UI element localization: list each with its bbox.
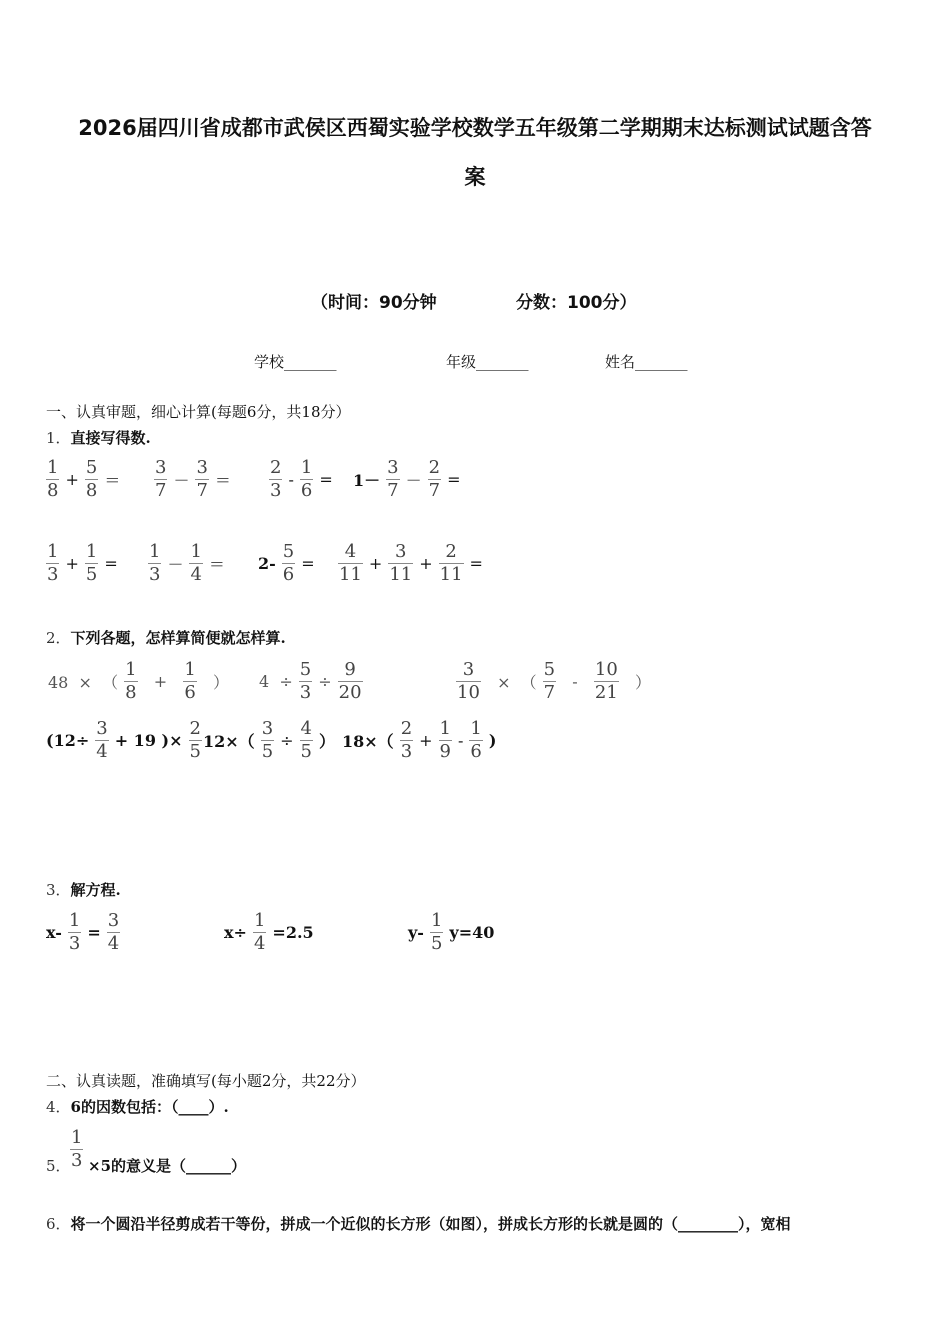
numerator: 3 [261,718,274,739]
expression [265,457,333,502]
numerator: 4 [300,718,312,739]
operator: 1－ [353,471,381,490]
numerator: 3 [196,457,208,478]
denominator: 7 [543,682,556,703]
question-1 [46,427,151,448]
operator: ） [319,732,336,751]
fraction [107,910,120,955]
fraction [594,659,619,704]
fraction [189,541,202,586]
fraction [299,659,312,704]
numerator: 1 [85,541,98,562]
denominator: 7 [387,480,399,501]
expression [334,541,483,586]
denominator: 5 [261,741,274,762]
denominator: 7 [196,480,208,501]
denominator: 3 [47,564,59,585]
fraction [195,457,208,502]
exam-score: 分数：100分） [516,293,637,313]
operator: － [405,471,422,490]
question-6 [46,1213,791,1234]
numerator: 1 [71,1127,83,1148]
fraction [148,541,161,586]
numerator: 4 [344,541,357,562]
question-number: 2． [46,629,71,647]
denominator: 5 [85,564,98,585]
equation [408,910,494,955]
fraction [338,659,363,704]
fraction [85,457,98,502]
fraction [439,541,464,586]
expression [259,659,367,704]
operator: 4 ÷ [259,672,293,691]
numerator: 2 [400,718,413,739]
question-2 [46,627,286,648]
operator: ＝ [104,471,121,490]
numerator: 3 [155,457,167,478]
operator: + [419,554,433,573]
operator: - [458,731,464,750]
operator: y- [408,923,424,942]
numerator: 10 [594,659,618,680]
operator: x÷ [224,923,247,942]
numerator: 3 [387,457,399,478]
document-title-line1: 2026届四川省成都市武侯区西蜀实验学校数学五年级第二学期期末达标测试试题含答 [78,116,872,140]
denominator: 7 [155,480,167,501]
denominator: 5 [430,933,443,954]
fraction [439,718,452,763]
operator: = [319,470,333,489]
fraction [543,659,556,704]
operator: + [368,554,383,573]
operator: y=40 [449,923,495,942]
question-number: 4． [46,1098,71,1116]
fraction [386,457,399,502]
numerator: 1 [47,457,59,478]
question-4 [46,1096,229,1117]
denominator: 6 [184,682,196,703]
numerator: 2 [270,457,282,478]
numerator: 3 [462,659,475,680]
fraction [95,718,108,763]
numerator: 5 [299,659,312,680]
numerator: 1 [430,910,443,931]
operator: = [87,923,101,942]
denominator: 8 [125,682,137,703]
grade-field: 年级_______ [446,353,529,371]
denominator: 7 [428,480,441,501]
operator: × （ [486,673,537,692]
expression [48,659,229,704]
expression [42,541,118,586]
fraction [183,659,196,704]
numerator: 3 [107,910,120,931]
operator: - [562,672,588,691]
operator: ÷ [318,672,332,691]
denominator: 3 [149,564,161,585]
expression [203,718,335,763]
question-text: 直接写得数. [70,429,151,447]
denominator: 9 [439,741,451,762]
expression [150,457,231,502]
fraction [46,541,59,586]
question-3 [46,879,121,900]
operator: + [65,554,79,573]
question-number: 3． [46,881,71,899]
numerator: 1 [184,659,196,680]
operator: ) [488,731,497,750]
operator: ） [202,673,229,692]
operator: － [167,555,184,574]
expression [258,541,315,586]
school-field: 学校_______ [254,353,337,371]
fraction [154,457,167,502]
question-5-fraction [66,1127,87,1172]
denominator: 11 [389,564,413,585]
question-text: 将一个圆沿半径剪成若干等份，拼成一个近似的长方形（如图），拼成长方形的长就是圆的（________），宽相 [70,1215,791,1233]
numerator: 9 [344,659,356,680]
numerator: 1 [125,659,137,680]
equation [46,910,124,955]
denominator: 3 [299,682,312,703]
fraction [46,457,59,502]
expression [46,718,206,763]
operator: － [173,471,190,490]
operator: = [104,554,118,573]
operator: 2- [258,554,276,573]
fraction [430,910,443,955]
question-5-number: 5． [46,1157,71,1175]
numerator: 3 [96,718,108,739]
fraction [70,1127,83,1172]
question-number: 6． [46,1215,71,1233]
operator: = [447,470,461,489]
numerator: 1 [47,541,59,562]
exam-time: （时间：90分钟 [311,293,437,313]
operator: - [288,470,294,489]
denominator: 11 [439,564,463,585]
denominator: 4 [190,564,202,585]
operator: ÷ [280,731,294,750]
numerator: 1 [149,541,161,562]
denominator: 20 [338,682,362,703]
expression [144,541,225,586]
operator: 12×（ [203,732,255,751]
numerator: 5 [282,541,295,562]
numerator: 1 [439,718,451,739]
question-text: 下列各题，怎样算简便就怎样算. [70,629,286,647]
operator: 18×（ [342,732,394,751]
denominator: 3 [270,480,282,501]
numerator: 1 [470,718,482,739]
fraction [469,718,482,763]
operator: ） [624,673,651,692]
denominator: 3 [71,1150,83,1171]
fraction [388,541,413,586]
operator: =2.5 [272,923,314,942]
fraction [300,718,313,763]
document-title-line2: 案 [464,165,486,189]
numerator: 5 [543,659,556,680]
question-number: 1． [46,429,71,447]
question-text: 6的因数包括：（____）. [70,1098,229,1116]
numerator: 1 [253,910,266,931]
operator: ＝ [208,555,225,574]
operator: (12÷ [46,731,90,750]
operator: ＝ [214,471,231,490]
fraction [338,541,363,586]
denominator: 8 [85,480,98,501]
expression [42,457,120,502]
numerator: 2 [189,718,201,739]
numerator: 5 [85,457,98,478]
fraction [456,659,481,704]
fraction [124,659,137,704]
denominator: 8 [47,480,59,501]
denominator: 21 [594,682,618,703]
fraction [68,910,81,955]
operator: x- [46,923,62,942]
denominator: 4 [253,933,266,954]
expression [353,457,460,502]
fraction [300,457,313,502]
fraction [282,541,295,586]
operator: + 19 )× [114,731,183,750]
operator: + [419,731,433,750]
denominator: 11 [339,564,362,585]
fraction [253,910,266,955]
numerator: 2 [428,457,441,478]
fraction [400,718,413,763]
denominator: 3 [400,741,413,762]
expression [452,659,651,704]
operator: + [65,470,79,489]
denominator: 5 [300,741,312,762]
numerator: 1 [300,457,313,478]
denominator: 10 [457,682,480,703]
numerator: 3 [395,541,407,562]
fraction [428,457,441,502]
denominator: 3 [68,933,81,954]
denominator: 6 [300,480,313,501]
operator: = [469,554,483,573]
fraction [269,457,282,502]
numerator: 2 [445,541,457,562]
name-field: 姓名_______ [605,353,688,371]
section-2-heading: 二、认真读题，准确填写(每小题2分，共22分） [46,1072,366,1090]
numerator: 1 [190,541,202,562]
question-text: 解方程. [70,881,121,899]
fraction [261,718,274,763]
operator: 48 × （ [48,673,119,692]
numerator: 1 [68,910,81,931]
operator: = [301,554,315,573]
denominator: 4 [96,741,108,762]
fraction [189,718,202,763]
denominator: 6 [282,564,295,585]
fraction [85,541,98,586]
section-1-heading: 一、认真审题，细心计算(每题6分，共18分） [46,403,351,421]
denominator: 5 [189,741,201,762]
expression [342,718,496,763]
denominator: 4 [107,933,120,954]
denominator: 6 [470,741,482,762]
operator: + [143,672,178,691]
equation [224,910,314,955]
question-5-text: ×5的意义是（______） [88,1157,247,1175]
